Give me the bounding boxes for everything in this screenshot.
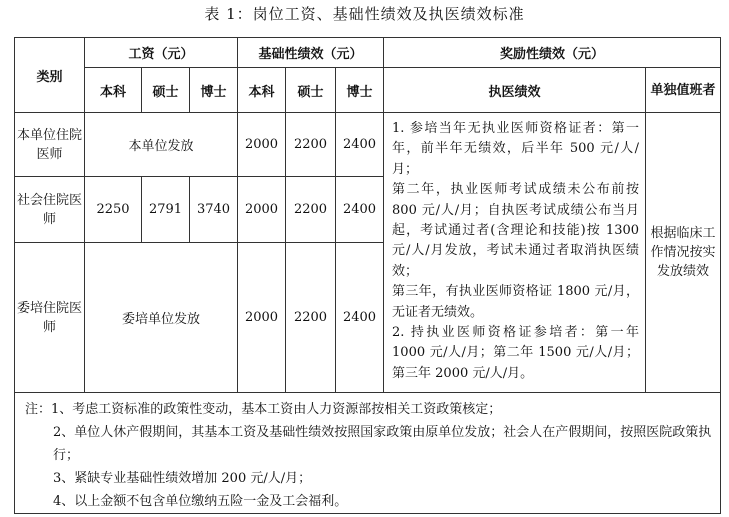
note-line: 2、单位人休产假期间，其基本工资及基础性绩效按照国家政策由原单位发放；社会人在产假期间，按照医院政策执行； xyxy=(53,425,712,463)
practice-text-line: 第三年，有执业医师资格证 1800 元/月，无证者无绩效。 xyxy=(392,284,640,320)
base-bachelor-cell: 2000 xyxy=(238,113,286,177)
note-line: 3、紧缺专业基础性绩效增加 200 元/人/月； xyxy=(53,471,312,486)
practice-text-line: 1. 参培当年无执业医师资格证者：第一年，前半年无绩效，后半年 500 元/人/月； xyxy=(392,121,640,177)
header-row-2 xyxy=(15,68,721,113)
table-row xyxy=(15,113,721,177)
base-bachelor-cell: 2000 xyxy=(238,177,286,243)
standards-table xyxy=(14,37,721,514)
table-caption: 表 1：岗位工资、基础性绩效及执医绩效标准 xyxy=(204,5,525,23)
salary-master-cell: 2791 xyxy=(142,177,190,243)
header-salary-group: 工资（元） xyxy=(85,38,238,68)
header-category: 类别 xyxy=(15,38,85,113)
base-master-cell: 2200 xyxy=(286,113,336,177)
row-category: 本单位住院医师 xyxy=(15,113,85,177)
header-row-1 xyxy=(15,38,721,68)
salary-merged-cell: 本单位发放 xyxy=(85,113,238,177)
header-base-master: 硕士 xyxy=(286,68,336,113)
salary-merged-cell: 委培单位发放 xyxy=(85,243,238,393)
practice-performance-text xyxy=(384,113,646,393)
header-base-doctor: 博士 xyxy=(336,68,384,113)
base-master-cell: 2200 xyxy=(286,243,336,393)
header-duty: 单独值班者 xyxy=(646,68,721,113)
base-doctor-cell: 2400 xyxy=(336,177,384,243)
header-salary-bachelor: 本科 xyxy=(85,68,142,113)
row-category: 委培住院医师 xyxy=(15,243,85,393)
practice-text-line: 第二年，执业医师考试成绩未公布前按 800 元/人/月；自执医考试成绩公布当月起，考试通过者(含理论和技能)按 1300 元/人/月发放，考试未通过者取消执医绩效； xyxy=(392,182,640,279)
base-bachelor-cell: 2000 xyxy=(238,243,286,393)
note-line: 4、以上金额不包含单位缴纳五险一金及工会福利。 xyxy=(53,494,348,509)
base-doctor-cell: 2400 xyxy=(336,113,384,177)
practice-text-line: 2. 持执业医师资格证参培者：第一年 1000 元/人/月；第二年 1500 元/人/月；第三年 2000 元/人/月。 xyxy=(392,325,640,381)
notes-row xyxy=(15,393,721,514)
base-master-cell: 2200 xyxy=(286,177,336,243)
note-line: 注：1、考虑工资标准的政策性变动，基本工资由人力资源部按相关工资政策核定； xyxy=(25,402,502,417)
table-notes xyxy=(15,393,721,514)
header-base-group: 基础性绩效（元） xyxy=(238,38,384,68)
header-base-bachelor: 本科 xyxy=(238,68,286,113)
base-doctor-cell: 2400 xyxy=(336,243,384,393)
row-category: 社会住院医师 xyxy=(15,177,85,243)
header-salary-master: 硕士 xyxy=(142,68,190,113)
salary-bachelor-cell: 2250 xyxy=(85,177,142,243)
duty-performance-text: 根据临床工作情况按实发放绩效 xyxy=(646,113,721,393)
header-bonus-group: 奖励性绩效（元） xyxy=(384,38,721,68)
header-practice-perf: 执医绩效 xyxy=(384,68,646,113)
salary-doctor-cell: 3740 xyxy=(190,177,238,243)
header-salary-doctor: 博士 xyxy=(190,68,238,113)
